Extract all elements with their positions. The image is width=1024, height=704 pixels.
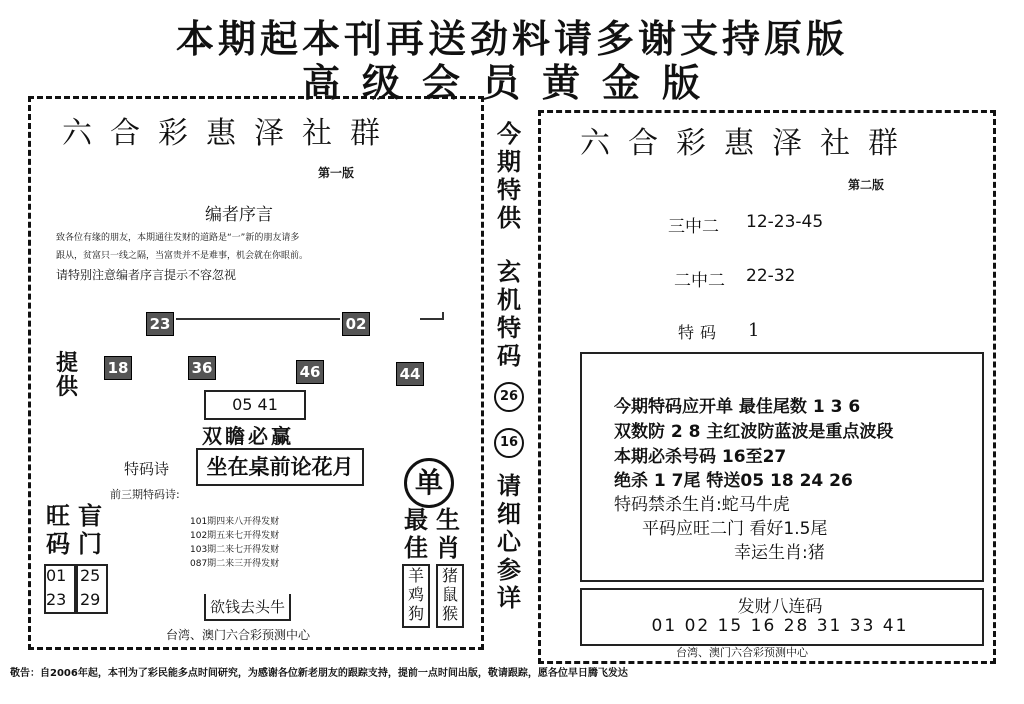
right-edition: 第二版 — [848, 178, 885, 192]
info-line-1: 今期特码应开单 最佳尾数 1 3 6 — [614, 397, 861, 417]
zodiac-box-a: 羊鸡狗 — [402, 564, 430, 628]
erzhong-value: 22-32 — [746, 266, 796, 286]
poem-box: 坐在桌前论花月 — [196, 448, 364, 486]
left-footer-org: 台湾、澳门六合彩预测中心 — [166, 628, 311, 642]
middle-text-bottom: 请细心参详 — [497, 472, 521, 612]
preface-note: 请特别注意编者序言提示不容忽视 — [56, 268, 237, 282]
history-line-1: 101期四来八开得发财 — [190, 517, 280, 527]
preface-line1: 致各位有缘的朋友，本期通往发财的道路是“一”新的朋友请多 — [56, 233, 300, 243]
wang-number-4: 29 — [80, 590, 101, 609]
info-line-2: 双数防 2 8 主红波防蓝波是重点波段 — [614, 422, 894, 442]
dan-circle: 单 — [404, 458, 454, 508]
bottom-notice: 敬告：自2006年起，本刊为了彩民能多点时间研究，为感谢各位新老朋友的跟踪支持，提前一点时间出版，敬请跟踪，愿各位早日腾飞发达 — [10, 668, 628, 679]
right-panel-title: 六合彩惠泽社群 — [580, 126, 916, 161]
info-line-4: 绝杀 1 7尾 特送05 18 24 26 — [614, 471, 853, 491]
tema-value: 1 — [748, 320, 760, 341]
info-line-5: 特码禁杀生肖:蛇马牛虎 — [614, 495, 790, 515]
provide-number-4: 44 — [396, 362, 424, 386]
history-line-3: 103期二来七开得发财 — [190, 545, 280, 555]
sanzhong-label: 三中二 — [668, 217, 719, 237]
footer-slogan: 欲钱去头牛 — [204, 594, 291, 621]
middle-text-top: 今期特供 — [497, 120, 521, 232]
mang-label: 盲门 — [78, 502, 102, 558]
provide-number-3: 46 — [296, 360, 324, 384]
middle-text-mid: 玄机特码 — [497, 258, 521, 370]
wang-number-3: 23 — [46, 590, 67, 609]
provide-number-2: 36 — [188, 356, 216, 380]
left-panel-title: 六合彩惠泽社群 — [62, 116, 398, 151]
history-title: 前三期特码诗: — [110, 488, 180, 501]
info-line-6: 平码应旺二门 看好1.5尾 — [642, 519, 828, 539]
range-line — [176, 318, 340, 320]
middle-circle-1: 26 — [494, 382, 524, 412]
provide-label: 提供 — [56, 351, 79, 400]
range-right-number: 02 — [342, 312, 370, 336]
header-line2: 高级会员黄金版 — [301, 60, 722, 105]
zodiac-box-b: 猪鼠猴 — [436, 564, 464, 628]
info-line-3: 本期必杀号码 16至27 — [614, 447, 787, 467]
lianma-title: 发财八连码 — [737, 597, 823, 617]
range-bracket — [420, 312, 444, 320]
lianma-numbers: 01 02 15 16 28 31 33 41 — [651, 616, 909, 636]
history-line-2: 102期五来七开得发财 — [190, 531, 280, 541]
sanzhong-value: 12-23-45 — [746, 212, 824, 232]
tema-label: 特码 — [678, 323, 723, 342]
preface-title: 编者序言 — [205, 205, 273, 225]
wang-number-2: 25 — [80, 566, 101, 585]
preface-line2: 跟从，贫富只一线之隔，当富贵并不是难事，机会就在你眼前。 — [56, 251, 309, 261]
history-line-4: 087期二来三开得发财 — [190, 559, 280, 569]
middle-circle-2: 16 — [494, 428, 524, 458]
wang-label: 旺码 — [46, 502, 70, 558]
header-line1: 本期起本刊再送劲料请多谢支持原版 — [175, 16, 848, 61]
poem-label: 特码诗 — [124, 460, 170, 478]
info-line-7: 幸运生肖:猪 — [734, 543, 825, 563]
shengxiao-label: 生肖 — [436, 506, 460, 562]
wang-number-1: 01 — [46, 566, 67, 585]
provide-number-1: 18 — [104, 356, 132, 380]
range-left-number: 23 — [146, 312, 174, 336]
pair-box: 05 41 — [204, 390, 306, 420]
erzhong-label: 二中二 — [674, 271, 725, 291]
best-label: 最佳 — [404, 506, 428, 562]
left-edition: 第一版 — [318, 166, 355, 180]
slogan: 双瞻必赢 — [202, 424, 294, 448]
right-footer-org: 台湾、澳门六合彩预测中心 — [676, 646, 808, 659]
